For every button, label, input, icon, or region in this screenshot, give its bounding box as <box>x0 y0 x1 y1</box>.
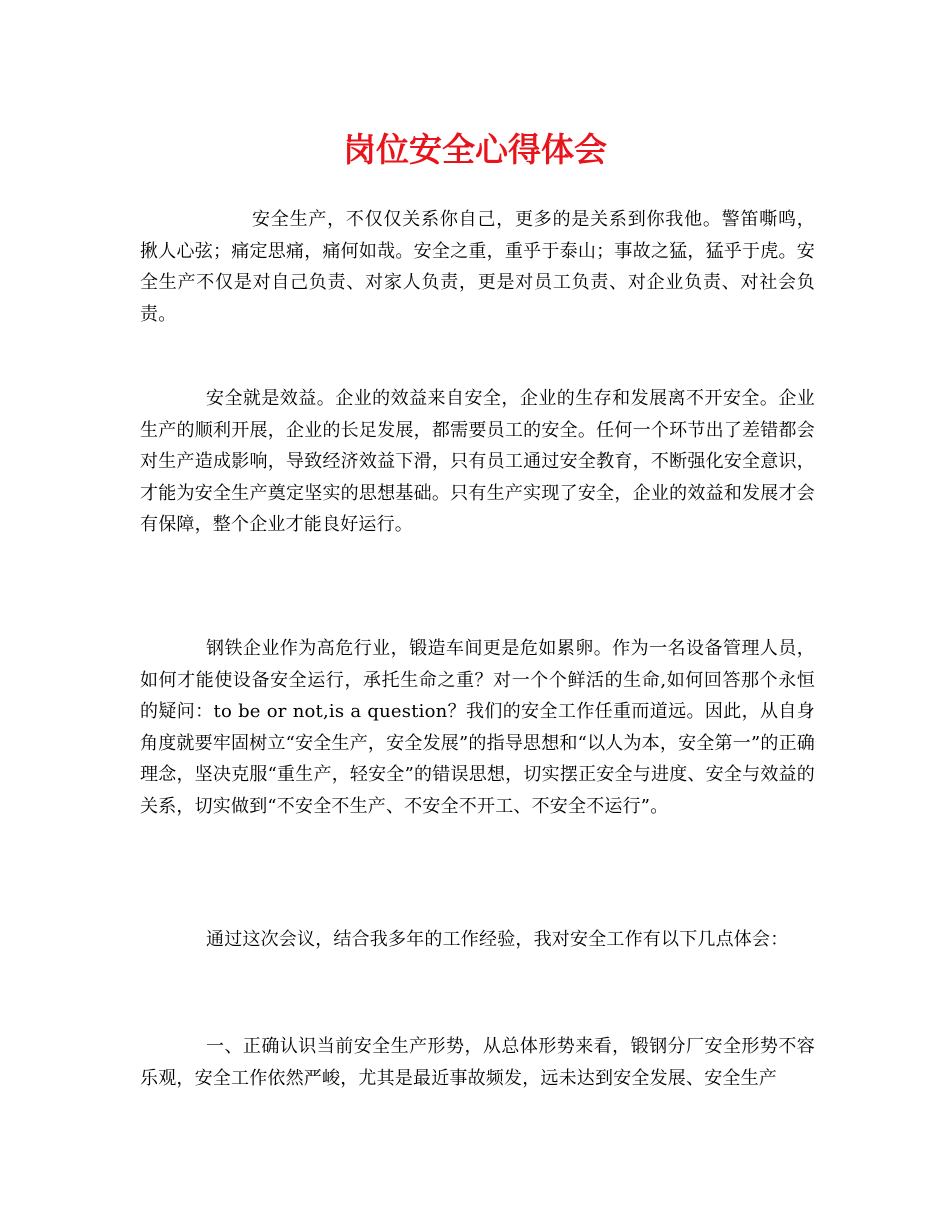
paragraph-1: 安全生产，不仅仅关系你自己，更多的是关系到你我他。警笛嘶鸣，揪人心弦；痛定思痛，痛何如哉。安全之重，重乎于泰山；事故之猛，猛乎于虎。安全生产不仅是对自己负责、对家人负责，更是对员工负责、对企业负责、对社会负责。 <box>140 209 815 325</box>
paragraph-3: 钢铁企业作为高危行业，锻造车间更是危如累卵。作为一名设备管理人员，如何才能使设备安全运行，承托生命之重？对一个个鲜活的生命,如何回答那个永恒的疑问：to be or not,is a question？我们的安全工作任重而道远。因此，从自身角度就要牢固树立“安全生产，安全发展”的指导思想和“以人为本，安全第一”的正确理念，坚决克服“重生产，轻安全”的错误思想，切实摆正安全与进度、安全与效益的关系，切实做到“不安全不生产、不安全不开工、不安全不运行”。 <box>140 638 815 817</box>
paragraph-2: 安全就是效益。企业的效益来自安全，企业的生存和发展离不开安全。企业生产的顺利开展，企业的长足发展，都需要员工的安全。任何一个环节出了差错都会对生产造成影响，导致经济效益下滑，只有员工通过安全教育，不断强化安全意识，才能为安全生产奠定坚实的思想基础。只有生产实现了安全，企业的效益和发展才会有保障，整个企业才能良好运行。 <box>140 388 815 535</box>
paragraph-4: 通过这次会议，结合我多年的工作经验，我对安全工作有以下几点体会： <box>206 929 789 950</box>
paragraph-5: 一、正确认识当前安全生产形势，从总体形势来看，锻钢分厂安全形势不容乐观，安全工作依然严峻，尤其是最近事故频发，远未达到安全发展、安全生产 <box>140 1036 815 1089</box>
document-title: 岗位安全心得体会 <box>343 130 607 169</box>
